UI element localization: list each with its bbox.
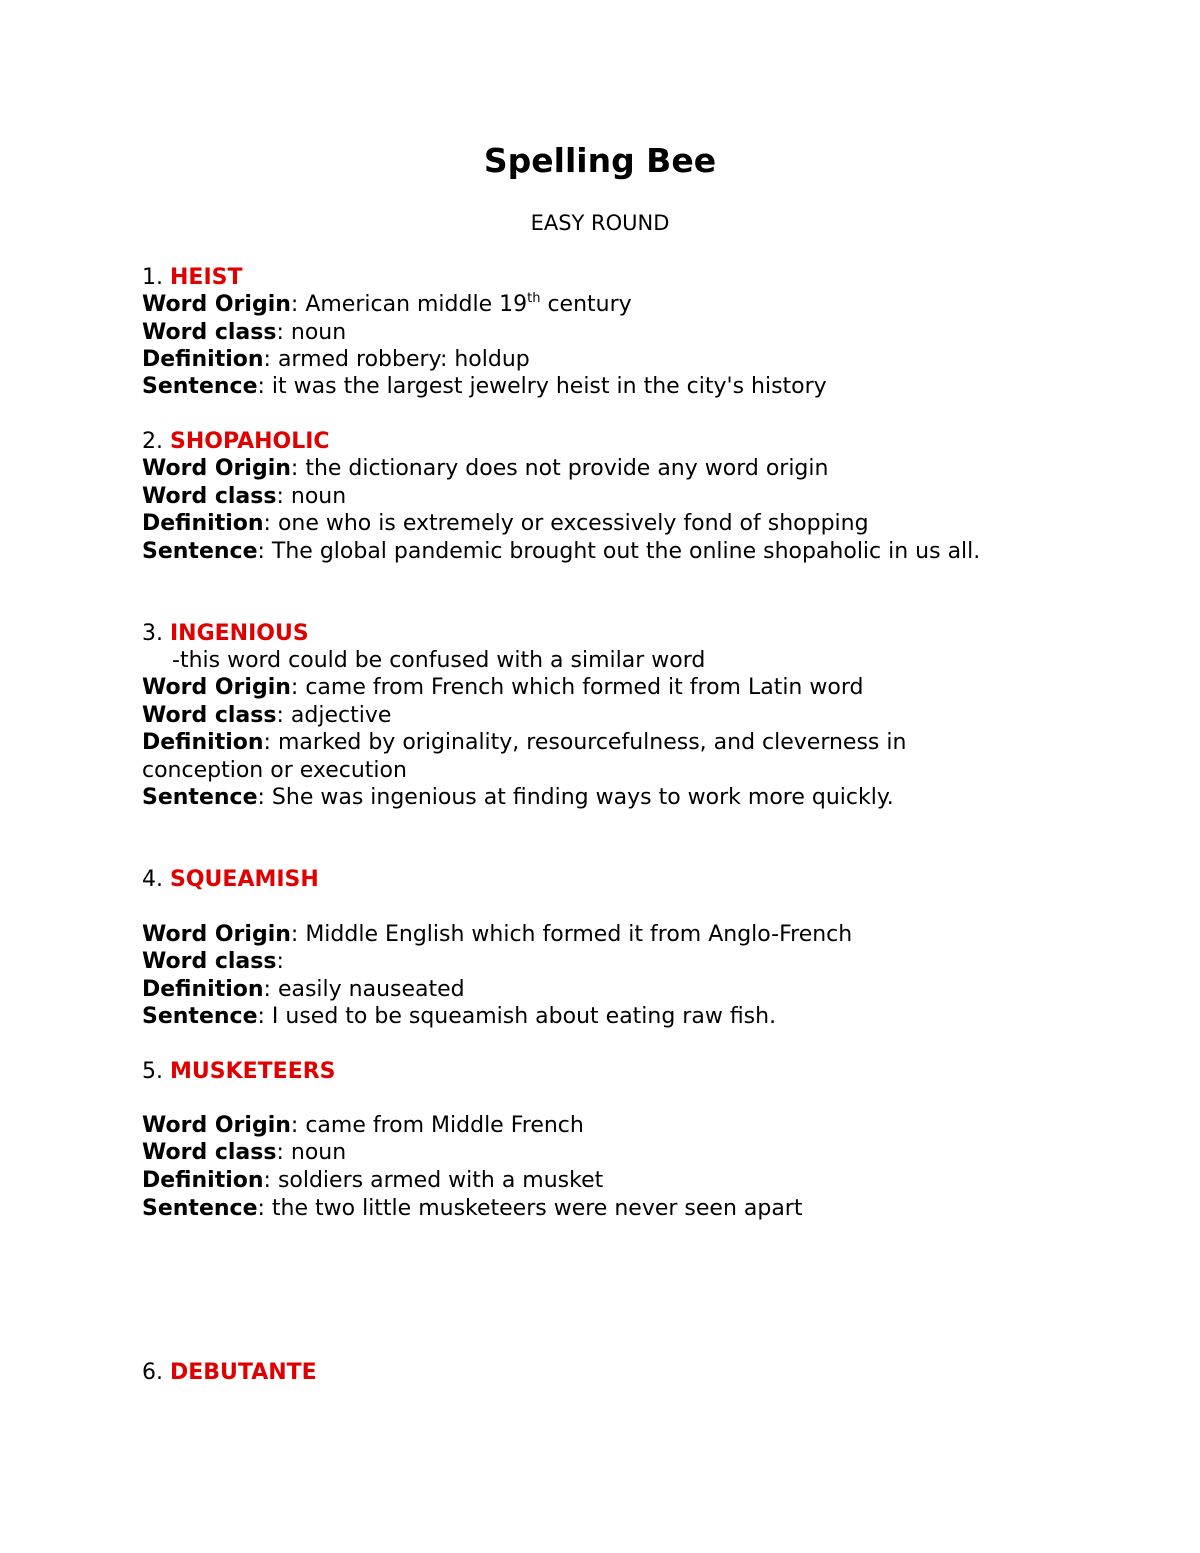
entry-heading [142, 428, 330, 455]
word-class-line: Word class: adjective [142, 703, 392, 728]
definition-value: marked by originality, resourcefulness, and cleverness in [277, 730, 907, 755]
definition-label: Definition [142, 1168, 264, 1193]
sentence-label: Sentence [142, 1004, 258, 1029]
origin-label: Word Origin [142, 456, 291, 481]
definition-label: Definition [142, 511, 264, 536]
origin-label: Word Origin [142, 922, 291, 947]
definition-continuation: conception or execution [142, 758, 407, 783]
definition-line: Definition: easily nauseated [142, 977, 465, 1002]
word-origin-line: Word Origin: Middle English which formed it from Anglo-French [142, 922, 853, 947]
sentence-line: Sentence: it was the largest jewelry heist in the city's history [142, 374, 827, 399]
sentence-value: The global pandemic brought out the online shopaholic in us all. [271, 539, 981, 564]
class-value: noun [290, 1140, 347, 1165]
entry-number: 3. [142, 621, 163, 646]
entry-heading [142, 620, 309, 647]
sentence-value: the two little musketeers were never seen apart [271, 1196, 803, 1221]
class-label: Word class [142, 1140, 277, 1165]
class-value: adjective [290, 703, 392, 728]
definition-value: easily nauseated [277, 977, 465, 1002]
entry-heading [142, 1359, 317, 1386]
definition-line: Definition: soldiers armed with a musket [142, 1168, 604, 1193]
entry-number: 5. [142, 1059, 163, 1084]
origin-value: Middle English which formed it from Anglo-French [305, 922, 853, 947]
entry-word: SHOPAHOLIC [170, 429, 330, 454]
class-label: Word class [142, 949, 277, 974]
sentence-label: Sentence [142, 785, 258, 810]
entry-heading [142, 1058, 336, 1085]
class-label: Word class [142, 703, 277, 728]
sentence-label: Sentence [142, 374, 258, 399]
word-origin-line: Word Origin: the dictionary does not provide any word origin [142, 456, 829, 481]
origin-value-tail: century [540, 292, 632, 317]
definition-line: Definition: marked by originality, resourcefulness, and cleverness in [142, 730, 907, 755]
sentence-line: Sentence: I used to be squeamish about eating raw fish. [142, 1004, 777, 1029]
definition-line: Definition: one who is extremely or excessively fond of shopping [142, 511, 869, 536]
sentence-value: I used to be squeamish about eating raw fish. [271, 1004, 777, 1029]
page-title: Spelling Bee [483, 141, 717, 180]
class-value: noun [290, 320, 347, 345]
definition-label: Definition [142, 347, 264, 372]
definition-label: Definition [142, 977, 264, 1002]
sentence-value: it was the largest jewelry heist in the city's history [271, 374, 827, 399]
word-origin-line: Word Origin: American middle 19th century [142, 291, 632, 317]
entry-note: -this word could be confused with a similar word [172, 648, 706, 673]
entry-number: 6. [142, 1360, 163, 1385]
origin-value: the dictionary does not provide any word origin [305, 456, 829, 481]
entry-heading [142, 264, 242, 291]
origin-value: came from Middle French [305, 1113, 584, 1138]
entry-number: 2. [142, 429, 163, 454]
entry-word: SQUEAMISH [170, 867, 319, 892]
definition-value: soldiers armed with a musket [277, 1168, 604, 1193]
origin-label: Word Origin [142, 675, 291, 700]
entry-word: INGENIOUS [170, 621, 309, 646]
entry-heading [142, 866, 319, 893]
origin-value: American middle 19 [305, 292, 528, 317]
sentence-value: She was ingenious at finding ways to work more quickly. [271, 785, 894, 810]
definition-line: Definition: armed robbery: holdup [142, 347, 530, 372]
word-origin-line: Word Origin: came from French which formed it from Latin word [142, 675, 864, 700]
sentence-label: Sentence [142, 1196, 258, 1221]
entry-word: HEIST [170, 265, 243, 290]
entry-word: DEBUTANTE [170, 1360, 317, 1385]
page-subtitle: EASY ROUND [530, 211, 670, 235]
entry-number: 4. [142, 867, 163, 892]
sentence-label: Sentence [142, 539, 258, 564]
word-class-line: Word class: noun [142, 484, 347, 509]
sentence-line: Sentence: She was ingenious at finding ways to work more quickly. [142, 785, 894, 810]
word-class-line: Word class: noun [142, 320, 347, 345]
origin-superscript: th [527, 291, 541, 306]
class-label: Word class [142, 320, 277, 345]
class-value: noun [290, 484, 347, 509]
class-label: Word class [142, 484, 277, 509]
definition-label: Definition [142, 730, 264, 755]
definition-value: armed robbery: holdup [277, 347, 530, 372]
word-origin-line: Word Origin: came from Middle French [142, 1113, 584, 1138]
sentence-line: Sentence: the two little musketeers were never seen apart [142, 1196, 803, 1221]
word-class-line: Word class: [142, 949, 284, 974]
sentence-line: Sentence: The global pandemic brought out the online shopaholic in us all. [142, 539, 981, 564]
word-class-line: Word class: noun [142, 1140, 347, 1165]
origin-label: Word Origin [142, 292, 291, 317]
definition-value: one who is extremely or excessively fond of shopping [277, 511, 869, 536]
origin-value: came from French which formed it from Latin word [305, 675, 864, 700]
origin-label: Word Origin [142, 1113, 291, 1138]
entry-word: MUSKETEERS [170, 1059, 336, 1084]
entry-number: 1. [142, 265, 163, 290]
